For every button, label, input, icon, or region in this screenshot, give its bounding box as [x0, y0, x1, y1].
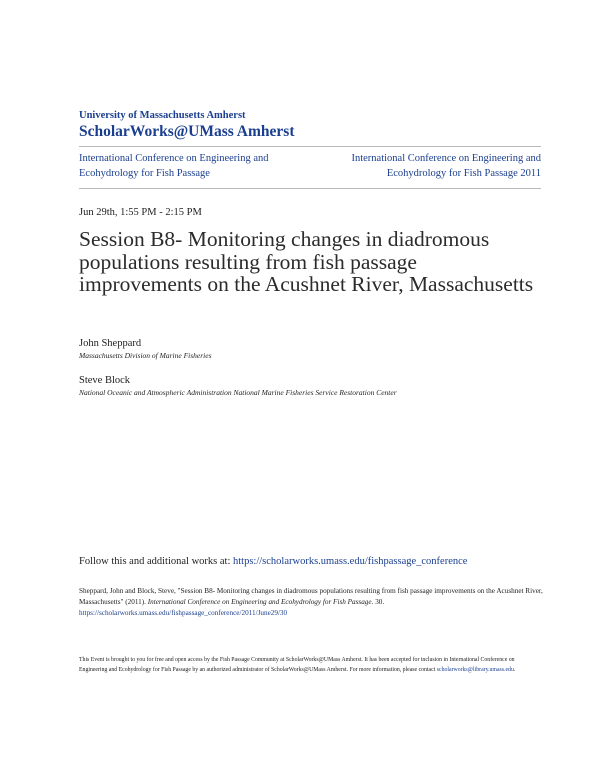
follow-link[interactable]: https://scholarworks.umass.edu/fishpassage_conference	[233, 556, 468, 567]
institution-name[interactable]: University of Massachusetts Amherst	[79, 110, 246, 121]
recommended-citation	[79, 586, 549, 619]
follow-line	[79, 556, 467, 567]
citation-text: Sheppard, John and Block, Steve, "Session B8- Monitoring changes in diadromous populations resulting from fish passage improvements on the Acushnet River, Massachusetts" (2011).	[79, 587, 543, 606]
contact-email-link[interactable]: scholarworks@library.umass.edu	[436, 667, 514, 673]
author-block	[79, 337, 212, 362]
author-block	[79, 374, 397, 399]
divider-bottom	[79, 188, 541, 189]
access-notice	[79, 655, 529, 675]
collection-link-year[interactable]: International Conference on Engineering and Ecohydrology for Fish Passage 2011	[351, 153, 541, 179]
collection-link-parent[interactable]: International Conference on Engineering and Ecohydrology for Fish Passage	[79, 153, 269, 179]
divider-top	[79, 146, 541, 147]
citation-suffix: . 30.	[371, 598, 385, 606]
repository-name[interactable]: ScholarWorks@UMass Amherst	[79, 123, 295, 140]
author-affiliation: Massachusetts Division of Marine Fisheries	[79, 351, 212, 360]
citation-url[interactable]: https://scholarworks.umass.edu/fishpassage_conference/2011/June29/30	[79, 609, 288, 617]
follow-label: Follow this and additional works at:	[79, 556, 233, 567]
notice-end: .	[513, 667, 516, 673]
author-affiliation: National Oceanic and Atmospheric Administration National Marine Fisheries Service Restoration Center	[79, 388, 397, 397]
event-datetime: Jun 29th, 1:55 PM - 2:15 PM	[79, 207, 202, 218]
citation-journal: International Conference on Engineering and Ecohydrology for Fish Passage	[147, 598, 372, 606]
author-name: Steve Block	[79, 375, 131, 386]
event-title: Session B8- Monitoring changes in diadromous populations resulting from fish passage improvements on the Acushnet River, Massachusetts	[79, 227, 534, 296]
repository-header	[79, 110, 295, 141]
author-name: John Sheppard	[79, 338, 142, 349]
notice-text: This Event is brought to you for free and open access by the Fish Passage Community at ScholarWorks@UMass Amherst. It has been accepted for inclusion in International Conference on Engineering and Ecohydrology for Fish Passage by an authorized administrator of ScholarWorks@UMass Amherst. For more information, please contact	[79, 657, 515, 673]
